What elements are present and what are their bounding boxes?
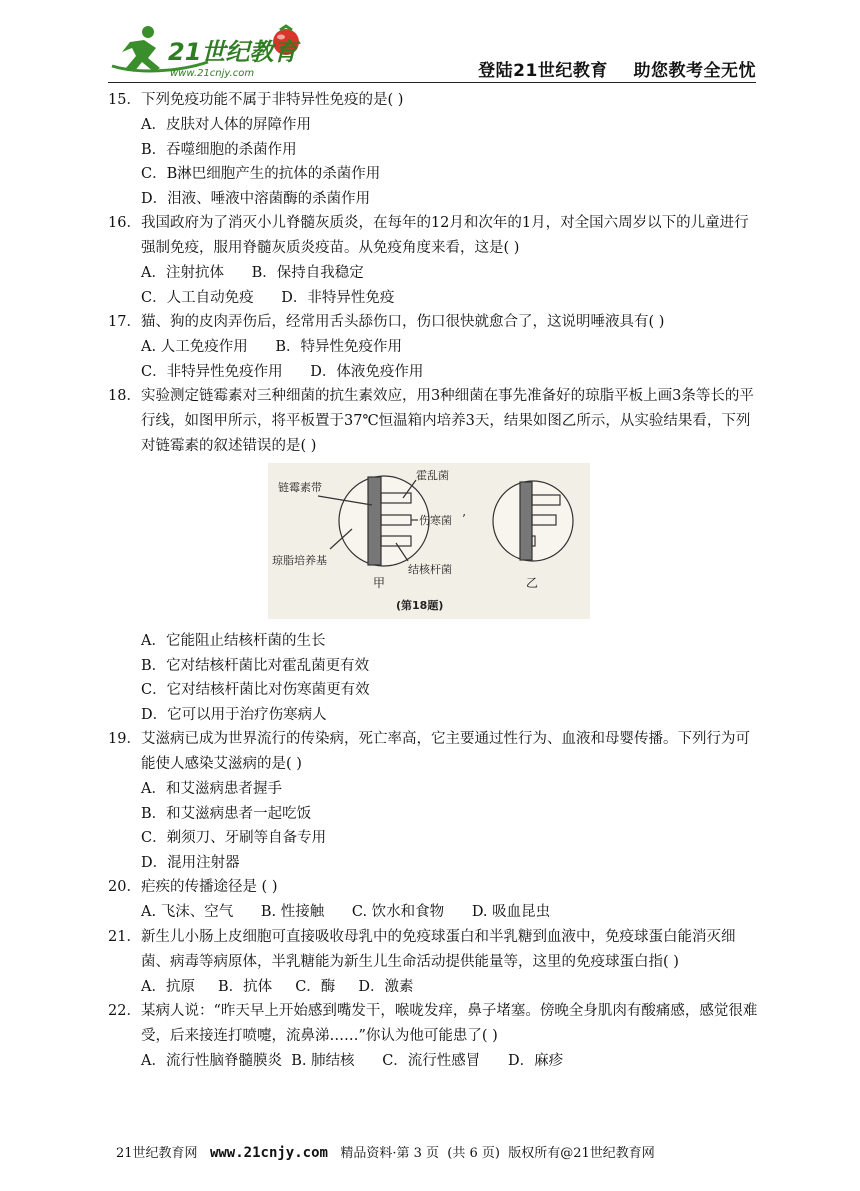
question-list	[108, 88, 758, 1074]
question-stem: 17．猫、狗的皮肉弄伤后，经常用舌头舔伤口，伤口很快就愈合了，这说明唾液具有( )	[108, 314, 665, 330]
option: A. 飞沫、空气 B. 性接触 C. 饮水和食物 D. 吸血昆虫	[141, 904, 551, 920]
option: C．剃须刀、牙刷等自备专用	[141, 830, 327, 846]
option: D．泪液、唾液中溶菌酶的杀菌作用	[141, 190, 371, 207]
question-18	[108, 384, 758, 727]
question-20	[108, 875, 758, 925]
option: B．吞噬细胞的杀菌作用	[141, 141, 297, 158]
label-typhoid: 伤寒菌	[419, 514, 452, 527]
question-16	[108, 211, 758, 310]
option: A．注射抗体 B．保持自我稳定	[141, 265, 364, 281]
option: A．流行性脑脊髓膜炎 B. 肺结核 C．流行性感冒 D．麻疹	[141, 1053, 564, 1069]
option: C．非特异性免疫作用 D．体液免疫作用	[141, 363, 424, 380]
question-stem: 16．我国政府为了消灭小儿脊髓灰质炎，在每年的12月和次年的1月，对全国六周岁以下的儿童进行强制免疫，服用脊髓灰质炎疫苗。从免疫角度来看，这是( )	[108, 215, 749, 256]
option: D．它可以用于治疗伤寒病人	[141, 706, 327, 723]
page-footer	[116, 1142, 655, 1161]
question-19	[108, 727, 758, 875]
option: C．它对结核杆菌比对伤寒菌更有效	[141, 682, 370, 698]
question-22	[108, 999, 758, 1074]
question-stem: 20．疟疾的传播途径是 ( )	[108, 879, 278, 895]
label-yi: 乙	[526, 576, 539, 590]
option: C．B淋巴细胞产生的抗体的杀菌作用	[141, 166, 381, 182]
label-jia: 甲	[373, 576, 386, 590]
footer-left: 21世纪教育网	[116, 1146, 198, 1161]
question-stem: 22．某病人说：“昨天早上开始感到嘴发干，喉咙发痒，鼻子堵塞。傍晚全身肌肉有酸痛感，感觉很难受，后来接连打喷嚏，流鼻涕……”你认为他可能患了( )	[108, 1003, 758, 1044]
option: A．它能阻止结核杆菌的生长	[141, 633, 326, 649]
21cnjy-logo	[108, 22, 318, 84]
option: C．人工自动免疫 D．非特异性免疫	[141, 289, 395, 306]
question-21	[108, 925, 758, 1000]
label-tuberculosis: 结核杆菌	[408, 563, 452, 576]
option: B．和艾滋病患者一起吃饭	[141, 805, 312, 822]
question-stem: 18．实验测定链霉素对三种细菌的抗生素效应，用3种细菌在事先准备好的琼脂平板上画3条等长的平行线，如图甲所示，将平板置于37℃恒温箱内培养3天，结果如图乙所示，从实验结果看，下列对链霉素的叙述错误的是( )	[108, 388, 754, 454]
plate-yi	[493, 481, 573, 561]
option: B．它对结核杆菌比对霍乱菌更有效	[141, 657, 370, 674]
figure-caption: (第18题)	[396, 599, 444, 612]
question-15	[108, 88, 758, 211]
logo-url: www.21cnjy.com	[170, 68, 255, 79]
footer-site-link[interactable]: www.21cnjy.com	[209, 1145, 328, 1161]
question-stem: 15．下列免疫功能不属于非特异性免疫的是( )	[108, 92, 404, 108]
question-stem: 19．艾滋病已成为世界流行的传染病，死亡率高，它主要通过性行为、血液和母婴传播。下列行为可能使人感染艾滋病的是( )	[108, 731, 750, 772]
figure-18	[268, 463, 590, 619]
label-agar: 琼脂培养基	[272, 554, 327, 567]
label-cholera: 霍乱菌	[416, 469, 449, 482]
option: A. 人工免疫作用 B．特异性免疫作用	[141, 339, 402, 355]
logo-text: 21世纪教育	[168, 38, 298, 66]
question-17	[108, 310, 758, 384]
option: D．混用注射器	[141, 854, 240, 871]
option: A．皮肤对人体的屏障作用	[141, 117, 311, 133]
page-header	[0, 0, 860, 92]
option: A．和艾滋病患者握手	[141, 781, 282, 797]
header-divider	[108, 82, 756, 83]
footer-right: 精品资料·第 3 页 (共 6 页) 版权所有@21世纪教育网	[340, 1146, 655, 1161]
figure-dot: ’	[462, 512, 466, 526]
label-streptomycin: 链霉素带	[278, 481, 322, 494]
question-stem: 21．新生儿小肠上皮细胞可直接吸收母乳中的免疫球蛋白和半乳糖到血液中，免疫球蛋白能消灭细菌、病毒等病原体，半乳糖能为新生儿生命活动提供能量等，这里的免疫球蛋白指( )	[108, 928, 736, 970]
option: A．抗原 B．抗体 C．酶 D．激素	[141, 978, 414, 995]
header-slogan: 登陆21世纪教育 助您教考全无忧	[478, 61, 756, 81]
